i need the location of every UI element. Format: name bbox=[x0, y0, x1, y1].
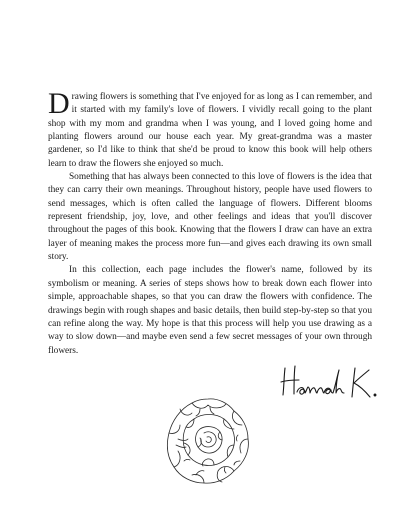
drop-cap: D bbox=[48, 87, 70, 120]
paragraph-1 bbox=[48, 87, 372, 171]
intro-text bbox=[48, 87, 372, 358]
author-signature bbox=[279, 362, 389, 404]
paragraph-3: In this collection, each page includes the flower's name, followed by its symbolism or meaning. A series of steps shows how to break down each flower into simple, approachable shapes, so that you can draw the flowers with confidence. The drawings begin with rough shapes and basic details, then build step-by-step so that you can refine along the way. My hope is that this process will help you use drawing as a way to slow down—and maybe even send a few secret messages of your own through flowers. bbox=[48, 265, 372, 356]
paragraph-1-text: rawing flowers is something that I've enjoyed for as long as I can remember, and it started with my family's love of flowers. I vividly recall going to the plant shop with my mom and grandma when I was young, and I loved going home and planting flowers around our house each year. My great-grandma was a master gardener, so I'd like to think that she'd be proud to know this book will help others learn to draw the flowers she enjoyed so much. bbox=[48, 92, 372, 169]
signature-icon bbox=[279, 362, 389, 404]
rose-illustration bbox=[164, 395, 252, 487]
rose-line-drawing-icon bbox=[164, 395, 252, 487]
paragraph-2: Something that has always been connected to this love of flowers is the idea that they can carry their own meanings. Throughout history, people have used flowers to send messages, which is often called the language of flowers. Different blooms represent friendship, joy, love, and other feelings and ideas that you'll discover throughout the pages of this book. Knowing that the flowers I draw can have an extra layer of meaning makes the process more fun—and gives each drawing its own small story. bbox=[48, 172, 372, 263]
